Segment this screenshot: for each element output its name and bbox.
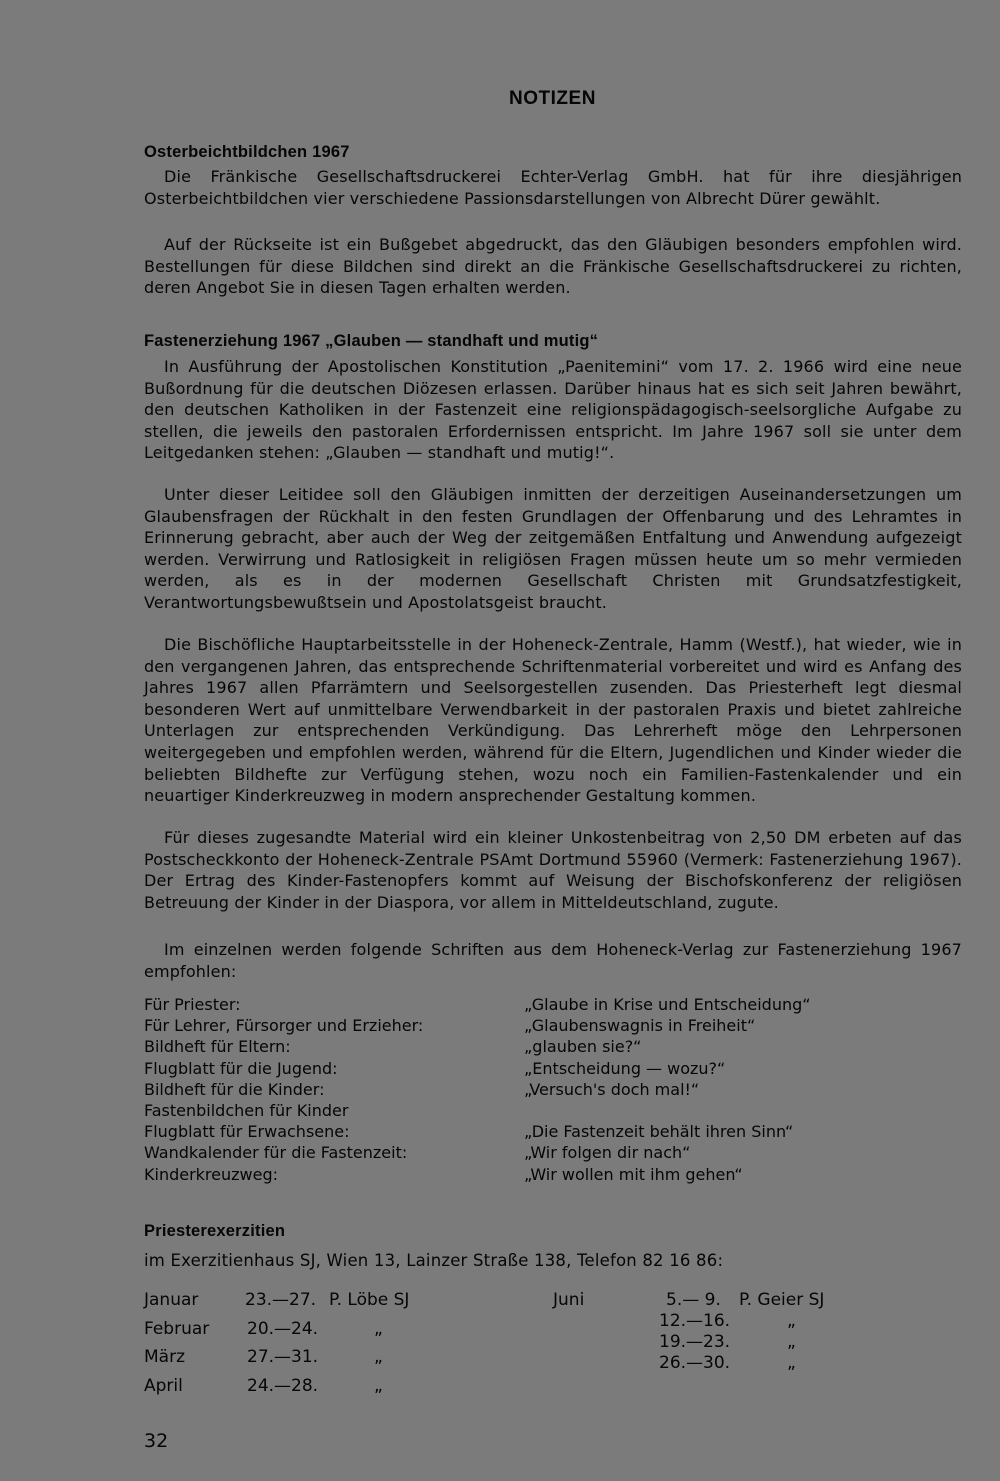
list-item: Wandkalender für die Fastenzeit: „Wir folgen dir nach“ xyxy=(144,1143,691,1163)
list-item: Flugblatt für Erwachsene: „Die Fastenzeit behält ihren Sinn“ xyxy=(144,1122,794,1142)
publication-list xyxy=(144,994,962,1185)
paragraph: Die Bischöfliche Hauptarbeitsstelle in der Hoheneck-Zentrale, Hamm (Westf.), hat wieder, wie in den vergangenen Jahren, das entsprechende Schriftenmaterial vorbereitet und wird es Anfang des Jahres 1967 allen Pfarrämtern und Seelsorgestellen zusenden. Das Priesterheft legt diesmal besonderen Wert auf unmittelbare Verwendbarkeit in der pastoralen Praxis und bietet zahlreiche Unterlagen zur entsprechenden Verkündigung. Das Lehrerheft möge den Lehrpersonen weitergegeben und empfohlen werden, während für die Eltern, Jugendlichen und Kinder wieder die beliebten Bildhefte zur Verfügung stehen, wozu noch ein Familien-Fastenkalender und ein neuartiger Kinderkreuzweg in modern ansprechender Gestaltung kommen. xyxy=(144,635,962,806)
document-page: NOTIZEN Osterbeichtbildchen 1967 Die Fränkische Gesellschaftsdruckerei Echter-Verlag GmbH. hat für ihre diesjährigen Osterbeichtbildchen vier verschiedene Passionsdarstellungen von Albrecht Dürer gewählt. Auf der Rückseite ist ein Bußgebet abgedruckt, das den Gläubigen besonders empfohlen wird. Bestellungen für diese Bildchen sind direkt an die Fränkische Gesellschaftsdruckerei zu richten, deren Angebot Sie in diesen Tagen erhalten werden. Fastenerziehung 1967 „Glauben — standhaft und mutig“ In Ausführung der Apostolischen Konstitution „Paenitemini“ vom 17. 2. 1966 wird eine neue Bußordnung für die deutschen Diözesen erlassen. Darüber hinaus hat es sich seit Jahren bewährt, den deutschen Katholiken in der Fastenzeit eine religionspädagogisch-seelsorgliche Aufgabe zu stellen, die jeweils den pastoralen Erfordernissen entspricht. Im Jahre 1967 soll sie unter dem Leitgedanken stehen: „Glauben — standhaft und mutig!“. Unter dieser Leitidee soll den Gläubigen inmitten der derzeitigen Auseinandersetzungen um Glaubensfragen der Rückhalt in den festen Grundlagen der Offenbarung und des Lehramtes in Erinnerung gebracht, aber auch der Weg der zeitgemäßen Entfaltung und Anwendung aufgezeigt werden. Verwirrung und Ratlosigkeit in religiösen Fragen müssen heute um so mehr vermieden werden, als es in der modernen Gesellschaft Christen mit Grundsatzfestigkeit, Verantwortungsbewußtsein und Apostolatsgeist braucht. Die Bischöfliche Hauptarbeitsstelle in der Hoheneck-Zentrale, Hamm (Westf.), hat wieder, wie in den vergangenen Jahren, das entsprechende Schriftenmaterial vorbereitet und wird es Anfang des Jahres 1967 allen Pfarrämtern und Seelsorgestellen zusenden. Das Priesterheft legt diesmal besonderen Wert auf unmittelbare Verwendbarkeit in der pastoralen Praxis und bietet zahlreiche Unterlagen zur entsprechenden Verkündigung. Das Lehrerheft möge den Lehrpersonen weitergegeben und empfohlen werden, während für die Eltern, Jugendlichen und Kinder wieder die beliebten Bildhefte zur Verfügung stehen, wozu noch ein Familien-Fastenkalender und ein neuartiger Kinderkreuzweg in modern ansprechender Gestaltung kommen. Für dieses zugesandte Material wird ein kleiner Unkostenbeitrag von 2,50 DM erbeten auf das Postscheckkonto der Hoheneck-Zentrale PSAmt Dortmund 55960 (Vermerk: Fastenerziehung 1967). Der Ertrag des Kinder-Fastenopfers kommt auf Weisung der Bischofskonferenz der religiösen Betreuung der Kinder in der Diaspora, vor allem in Mitteldeutschland, zugute. Im einzelnen werden folgende Schriften aus dem Hoheneck-Verlag zur Fastenerziehung 1967 empfohlen: Für Priester: „Glaube in Krise und Entscheidung“ Für Lehrer, Fürsorger und Erzieher: „Glaubenswagnis in Freiheit“ Bildheft für Eltern: „glauben sie?“ Flugblatt für die Jugend: „Entscheidung — wozu?“ Bildheft für die Kinder: „Versuch's doch mal!“ Fastenbildchen für Kinder Flugblatt für Erwachsene: „Die Fastenzeit behält ihren Sinn“ Wandkalender für die Fastenzeit: „Wir folgen dir nach“ Kinderkreuzweg: „Wir wollen mit ihm gehen“ Priesterexerzitien im Exerzitienhaus SJ, Wien 13, Lainzer Straße 138, Telefon 82 16 86: Januar 23.—27. P. Löbe SJ Februar 20.—24. „ März 27.—31. „ April 24.—28. „ Juni 5.— 9. P. Geier SJ 12.—16. „ 19.—23. „ 26.—30. „ 32 xyxy=(0,0,1000,1481)
paragraph: Im einzelnen werden folgende Schriften aus dem Hoheneck-Verlag zur Fastenerziehung 1967 empfohlen: xyxy=(144,940,962,981)
page-number: 32 xyxy=(144,1430,169,1452)
list-item: Bildheft für Eltern: „glauben sie?“ xyxy=(144,1037,642,1057)
list-item: Bildheft für die Kinder: „Versuch's doch mal!“ xyxy=(144,1079,700,1099)
list-item: Fastenbildchen für Kinder xyxy=(144,1100,349,1120)
list-item: Kinderkreuzweg: „Wir wollen mit ihm gehen“ xyxy=(144,1164,743,1184)
list-item: Für Priester: „Glaube in Krise und Entscheidung“ xyxy=(144,995,811,1014)
paragraph: Unter dieser Leitidee soll den Gläubigen inmitten der derzeitigen Auseinandersetzungen um Glaubensfragen der Rückhalt in den festen Grundlagen der Offenbarung und des Lehramtes in Erinnerung gebracht, aber auch der Weg der zeitgemäßen Entfaltung und Anwendung aufgezeigt werden. Verwirrung und Ratlosigkeit in religiösen Fragen müssen heute um so mehr vermieden werden, als es in der modernen Gesellschaft Christen mit Grundsatzfestigkeit, Verantwortungsbewußtsein und Apostolatsgeist braucht. xyxy=(144,485,962,612)
list-item: Flugblatt für die Jugend: „Entscheidung — wozu?“ xyxy=(144,1058,726,1078)
list-item: Für Lehrer, Fürsorger und Erzieher: „Glaubenswagnis in Freiheit“ xyxy=(144,1016,756,1036)
paragraph: In Ausführung der Apostolischen Konstitution „Paenitemini“ vom 17. 2. 1966 wird eine neue Bußordnung für die deutschen Diözesen erlassen. Darüber hinaus hat es sich seit Jahren bewährt, den deutschen Katholiken in der Fastenzeit eine religionspädagogisch-seelsorgliche Aufgabe zu stellen, die jeweils den pastoralen Erfordernissen entspricht. Im Jahre 1967 soll sie unter dem Leitgedanken stehen: „Glauben — standhaft und mutig!“. xyxy=(144,357,962,463)
section-title-osterbeichtbildchen: Osterbeichtbildchen 1967 xyxy=(144,143,350,161)
paragraph: Die Fränkische Gesellschaftsdruckerei Echter-Verlag GmbH. hat für ihre diesjährigen Osterbeichtbildchen vier verschiedene Passionsdarstellungen von Albrecht Dürer gewählt. xyxy=(144,167,962,208)
page-header: NOTIZEN xyxy=(509,88,596,109)
section-title-priesterexerzitien: Priesterexerzitien xyxy=(144,1222,286,1240)
paragraph: Auf der Rückseite ist ein Bußgebet abgedruckt, das den Gläubigen besonders empfohlen wird. Bestellungen für diese Bildchen sind direkt an die Fränkische Gesellschaftsdruckerei zu richten, deren Angebot Sie in diesen Tagen erhalten werden. xyxy=(144,235,962,298)
section-title-fastenerziehung: Fastenerziehung 1967 „Glauben — standhaft und mutig“ xyxy=(144,332,599,350)
exerzitien-intro: im Exerzitienhaus SJ, Wien 13, Lainzer Straße 138, Telefon 82 16 86: xyxy=(144,1251,724,1270)
paragraph: Für dieses zugesandte Material wird ein kleiner Unkostenbeitrag von 2,50 DM erbeten auf das Postscheckkonto der Hoheneck-Zentrale PSAmt Dortmund 55960 (Vermerk: Fastenerziehung 1967). Der Ertrag des Kinder-Fastenopfers kommt auf Weisung der Bischofskonferenz der religiösen Betreuung der Kinder in der Diaspora, vor allem in Mitteldeutschland, zugute. xyxy=(144,828,962,912)
